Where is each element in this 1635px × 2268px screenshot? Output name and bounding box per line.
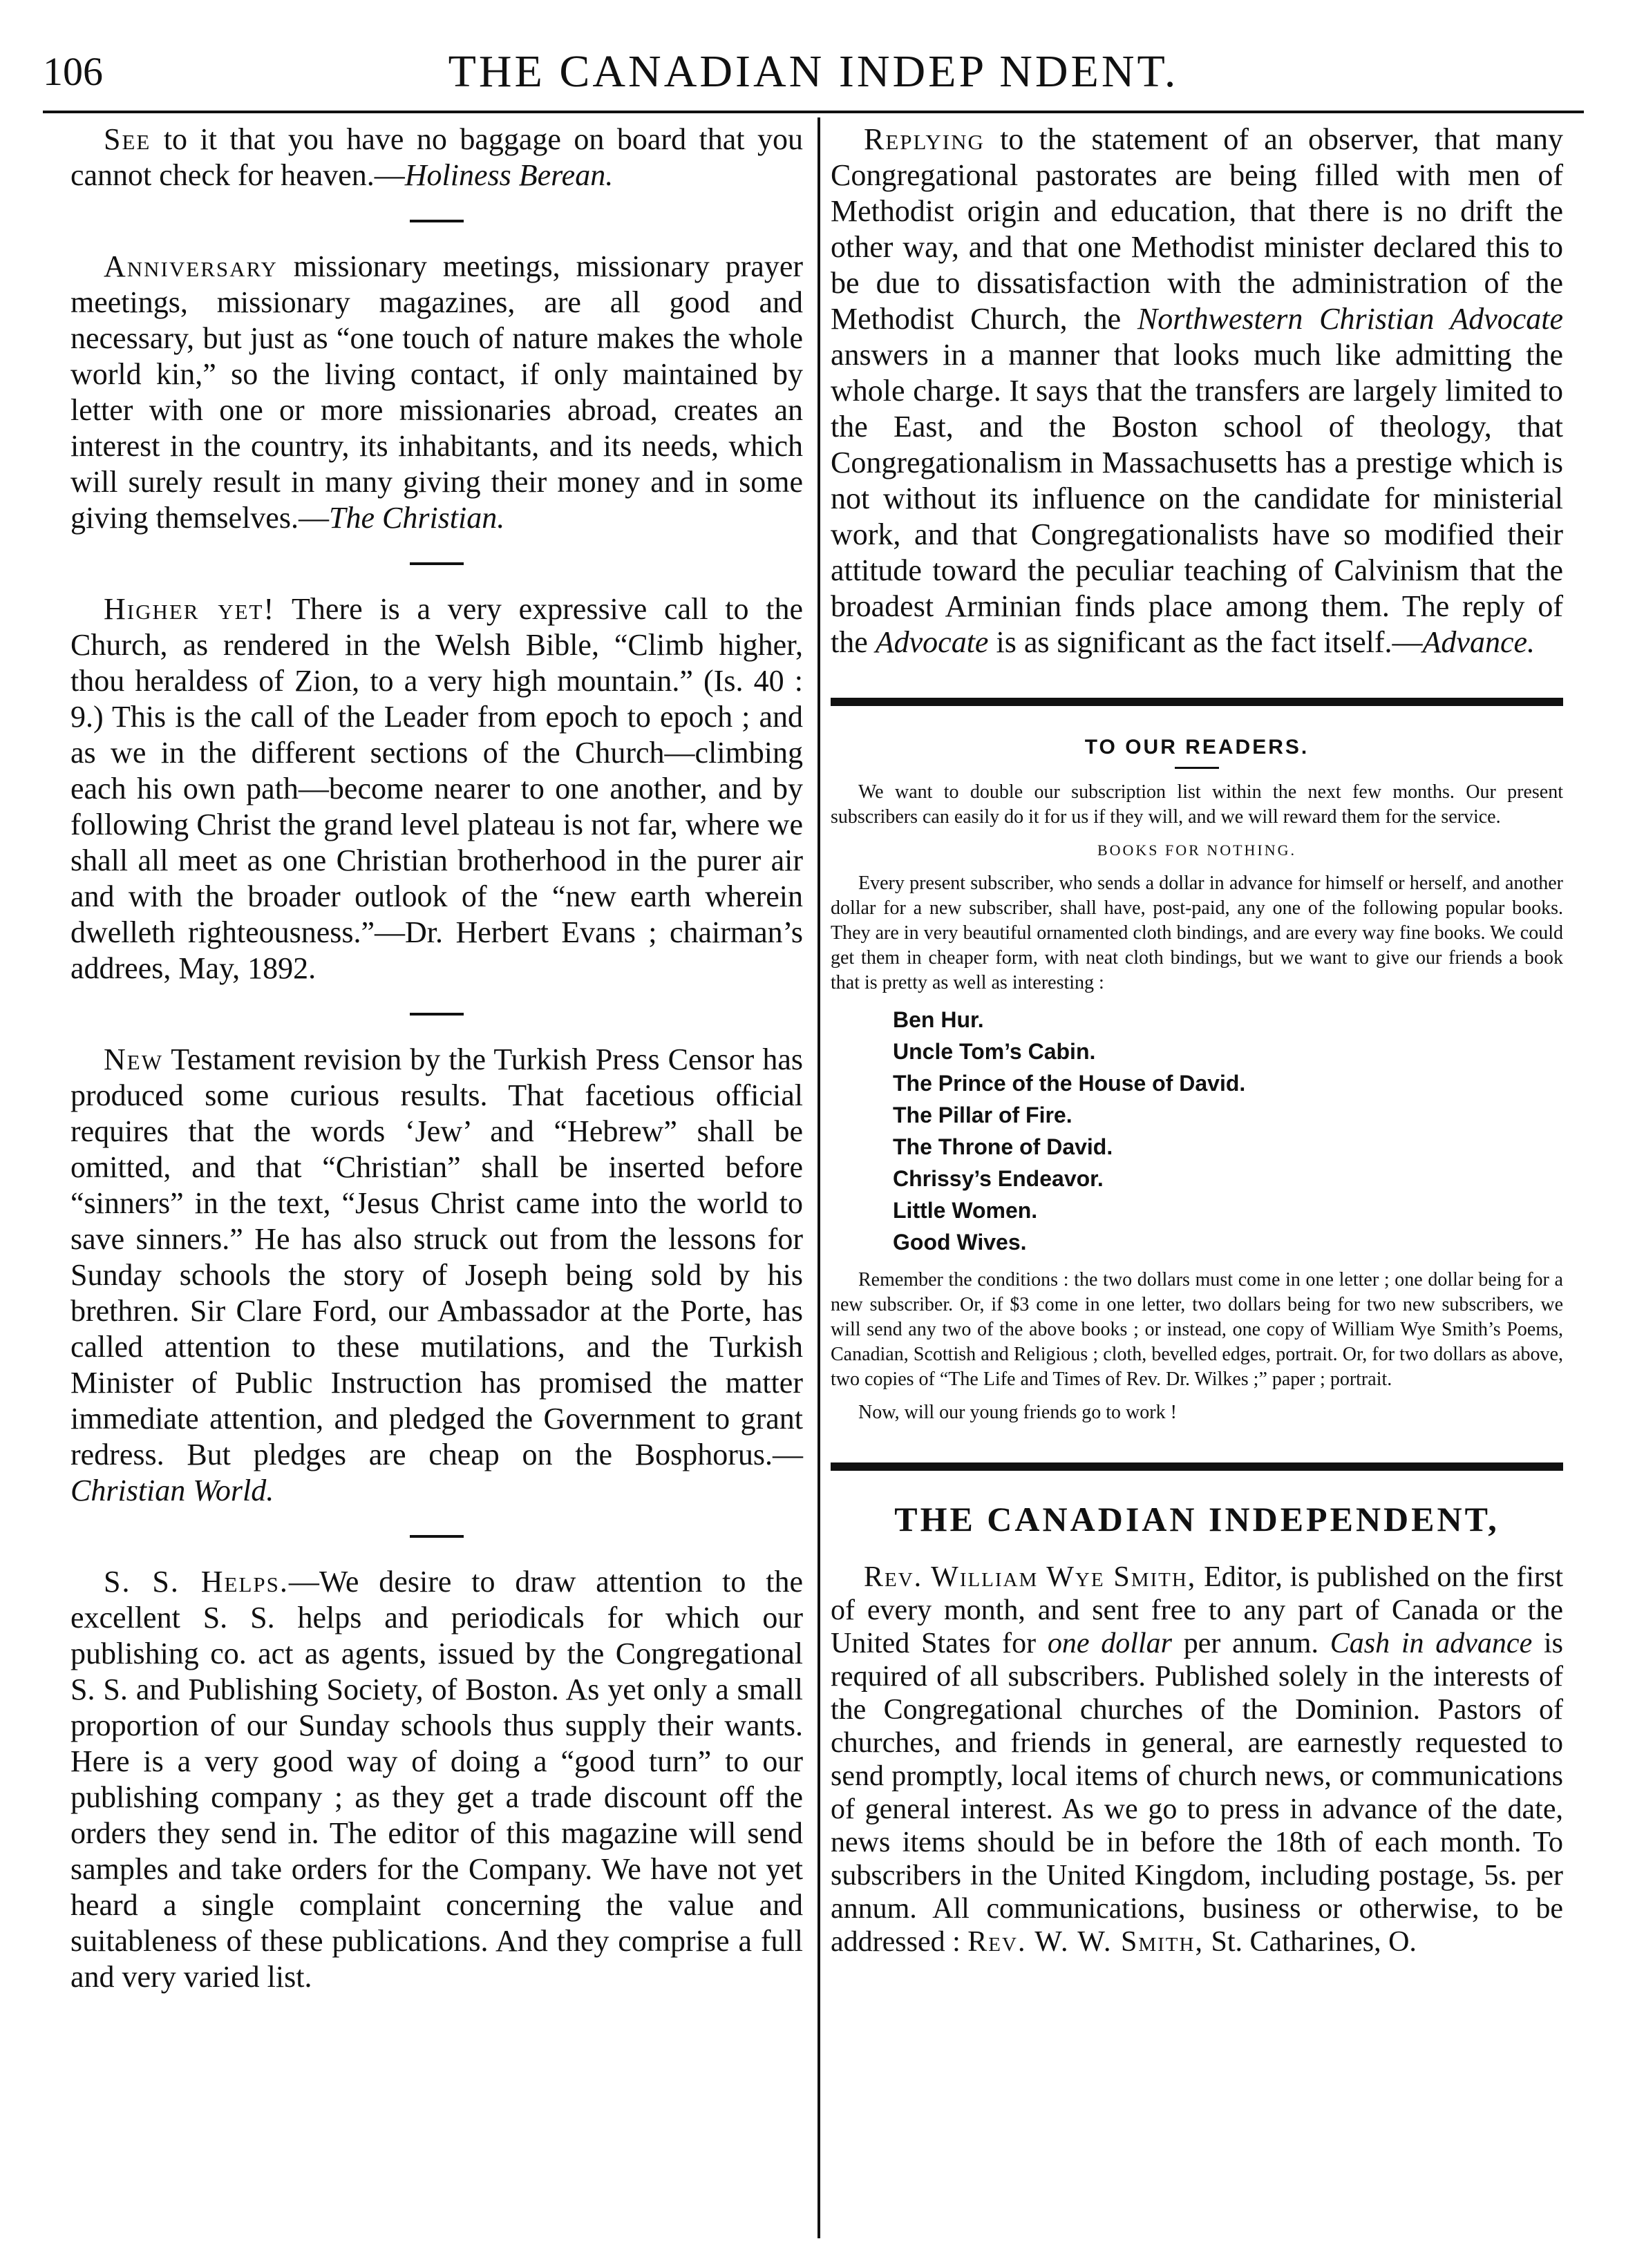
- italic-phrase: Cash in advance: [1330, 1628, 1533, 1659]
- lead-word: See: [104, 122, 151, 156]
- paper-info-text: [831, 1561, 1563, 1959]
- paper-title: THE CANADIAN INDEPENDENT,: [894, 1500, 1500, 1538]
- source-credit: The Christian.: [328, 501, 505, 535]
- paragraph-text: St. Catharines, O.: [1203, 1926, 1417, 1958]
- notice-conditions: Remember the conditions : the two dollars must come in one letter ; one dollar being for a new subscriber. Or, if $3 come in one letter, two dollars being for two new subscribers, we will send any two of the above books ; or instead, one copy of William Wye Smith’s Poems, Canadian, Scottish and Religious ; cloth, bevelled edges, portrait. Or, for two dollars as above, two copies of “The Life and Times of Rev. Dr. Wilkes ;” paper ; portrait.: [831, 1269, 1563, 1390]
- column-divider: [817, 117, 820, 2238]
- notice-title: TO OUR READERS.: [1084, 736, 1310, 759]
- paragraph-text: to the statement of an observer, that many Congregational pastorates are being filled with men of Methodist origin and education, that there is no drift the other way, and that one Methodist minister declared this to be due to dissatisfaction with the administration of the Methodist Church, the: [831, 122, 1563, 336]
- separator-rule: [410, 1013, 464, 1016]
- book-title: Chrissy’s Endeavor.: [893, 1166, 1104, 1191]
- paragraph-baggage: [70, 122, 803, 193]
- paragraph-testament-revision: [70, 1042, 803, 1509]
- book-title: The Pillar of Fire.: [893, 1103, 1072, 1127]
- book-title: Good Wives.: [893, 1230, 1027, 1255]
- notice-intro: We want to double our subscription list within the next few months. Our present subscribers can easily do it for us if they will, and we will reward them for the service.: [831, 781, 1563, 828]
- section-rule: [831, 1462, 1563, 1471]
- source-credit: Holiness Berean.: [404, 158, 614, 192]
- right-column: [831, 122, 1563, 1959]
- paragraph-text: to it that you have no baggage on board that you cannot check for heaven.—: [70, 122, 803, 192]
- source-credit: Advance.: [1422, 625, 1535, 659]
- paper-info: [831, 1561, 1563, 1959]
- paragraph-text: There is a very expressive call to the Church, as rendered in the Welsh Bible, “Climb higher, thou heraldess of Zion, to a very high mountain.” (Is. 40 : 9.) This is the call of the Leader from epoch to epoch ; and as we in the different sections of the Church—climbing each his own path—become nearer to one another, and by following Christ the grand level plateau is not far, where we shall all meet as one Christian brotherhood in the purer air and with the broader outlook of the “new earth wherein dwelleth righteousness.”—Dr. Herbert Evans ; chairman’s addrees, May, 1892.: [70, 592, 803, 985]
- paragraph-ss-helps: [70, 1564, 803, 1995]
- lead-word: Higher yet!: [104, 592, 276, 626]
- separator-rule: [1175, 767, 1219, 769]
- page-number: 106: [43, 49, 103, 94]
- separator-rule: [410, 220, 464, 222]
- header-rule: [43, 111, 1584, 113]
- paragraph-text: Testament revision by the Turkish Press Censor has produced some curious results. That facetious official requires that the words ‘Jew’ and “Hebrew” shall be omitted, and that “Christian” shall be inserted before “sinners” in the text, “Jesus Christ came into the world to save sinners.” He has also struck out from the lessons for Sunday schools the story of Joseph being sold by his brethren. Sir Clare Ford, our Ambassador at the Porte, has called attention to these mutilations, and the Turkish Minister of Public Instruction has promised the matter immediate attention, and pledged the Government to grant redress. But pledges are cheap on the Bosphorus.—: [70, 1042, 803, 1471]
- book-title: The Throne of David.: [893, 1134, 1113, 1159]
- lead-word: Anniversary: [104, 249, 278, 283]
- paragraph-text: —We desire to draw attention to the excellent S. S. helps and periodicals for which our publishing co. act as agents, issued by the Congregational S. S. and Publishing Society, of Boston. As yet only a small proportion of our Sunday schools thus supply their wants. Here is a very good way of doing a “good turn” to our publishing company ; as they get a trade discount off the orders they send in. The editor of this magazine will send samples and take orders for the Company. We have not yet heard a single complaint concerning the value and suitableness of these publications. And they comprise a full and very varied list.: [70, 1565, 803, 1994]
- italic-title: Northwestern Christian Advocate: [1137, 302, 1564, 336]
- source-credit: Christian World.: [70, 1474, 274, 1507]
- book-title: Ben Hur.: [893, 1007, 984, 1032]
- italic-title: Advocate: [875, 625, 989, 659]
- paragraph-anniversary: [70, 249, 803, 536]
- readers-notice: [831, 735, 1563, 1425]
- paragraph-text: per annum.: [1172, 1628, 1330, 1659]
- notice-subheading: BOOKS FOR NOTHING.: [1097, 841, 1297, 859]
- separator-rule: [410, 562, 464, 565]
- left-column: [70, 122, 803, 1995]
- lead-word: Replying: [864, 122, 985, 156]
- section-rule: [831, 698, 1563, 706]
- lead-word: New: [104, 1042, 163, 1076]
- paragraph-text: is as significant as the fact itself.—: [988, 625, 1423, 659]
- book-title: The Prince of the House of David.: [893, 1071, 1246, 1096]
- paragraph-text: answers in a manner that looks much like admitting the whole charge. It says that the transfers are largely limited to the East, and the Boston school of theology, that Congregationalism in Massachusetts has a prestige which is not without its influence on the candidate for ministerial work, and that Congregationalists have so modified their attitude toward the peculiar teaching of Calvinism that the broadest Arminian finds place among them. The reply of the: [831, 338, 1563, 659]
- separator-rule: [410, 1535, 464, 1538]
- paragraph-text: missionary meetings, missionary prayer meetings, missionary magazines, are all good and necessary, but just as “one touch of nature makes the whole world kin,” so the living contact, if only maintained by letter with one or more missionaries abroad, creates an interest in the country, its inhabitants, and its needs, which will surely result in many giving their money and in some giving themselves.—: [70, 249, 803, 535]
- notice-offer: Every present subscriber, who sends a dollar in advance for himself or herself, and another dollar for a new subscriber, shall have, post-paid, any one of the following popular books. They are in very beautiful ornamented cloth bindings, and are every way fine books. We could get them in cheaper form, with neat cloth bindings, but we want to give our friends a book that is pretty as well as interesting :: [831, 873, 1563, 993]
- page-header: [43, 40, 1584, 106]
- italic-phrase: one dollar: [1047, 1628, 1172, 1659]
- paragraph-text: is required of all subscribers. Published solely in the interests of the Congregational churches of the Dominion. Pastors of churches, and friends in general, are earnestly requested to send promptly, local items of church news, or communications of general interest. As we go to press in advance of the date, news items should be in before the 18th of each month. To subscribers in the United Kingdom, including postage, 5s. per annum. All communications, business or otherwise, to be addressed :: [831, 1628, 1563, 1958]
- masthead: THE CANADIAN INDEP NDENT.: [448, 46, 1179, 97]
- lead-word: S. S. Helps.: [104, 1565, 289, 1599]
- paragraph-text: Editor, is published on the first of every month, and sent free to any part of Canada or the United States for: [831, 1561, 1563, 1659]
- editor-name: Rev. William Wye Smith,: [864, 1561, 1197, 1593]
- book-list: [831, 1004, 1563, 1258]
- paragraph-replying: [831, 122, 1563, 660]
- book-title: Little Women.: [893, 1198, 1038, 1223]
- book-title: Uncle Tom’s Cabin.: [893, 1039, 1096, 1064]
- address-name: Rev. W. W. Smith,: [967, 1926, 1204, 1958]
- paragraph-higher-yet: [70, 591, 803, 987]
- notice-closing: Now, will our young friends go to work !: [858, 1402, 1177, 1423]
